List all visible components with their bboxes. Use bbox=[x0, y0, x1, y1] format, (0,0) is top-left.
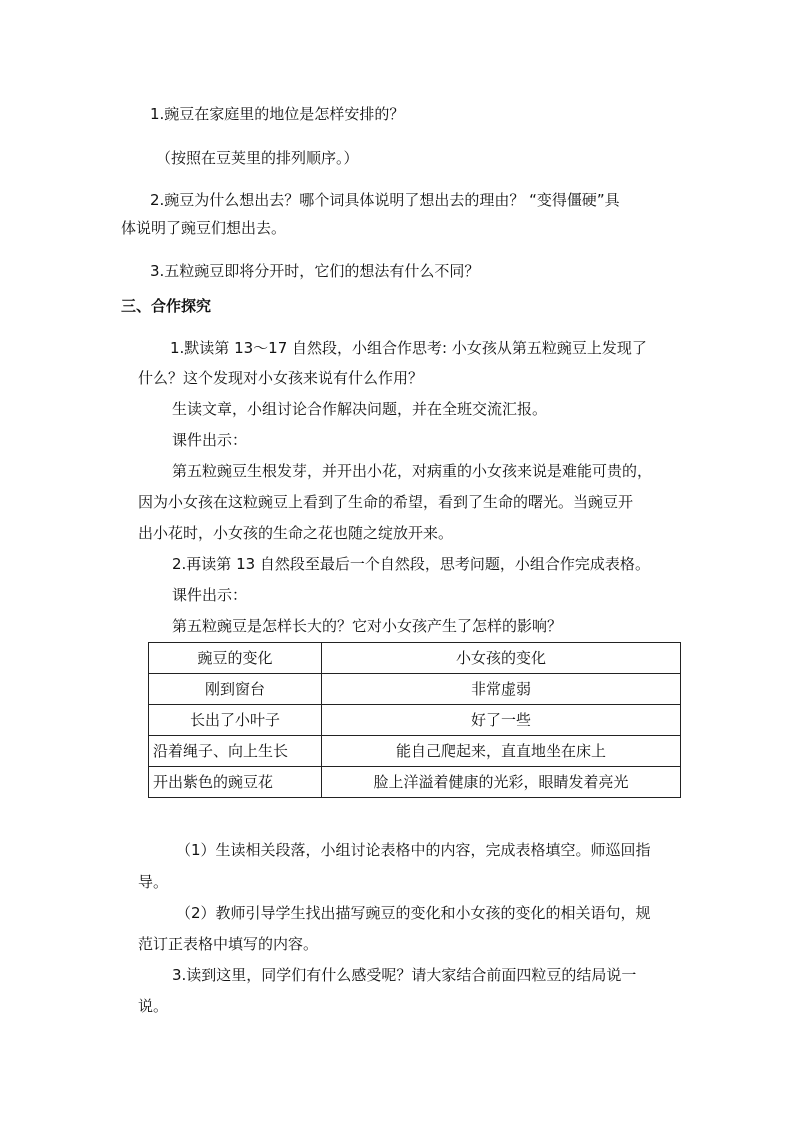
step-1-line-2: 什么？这个发现对小女孩来说有什么作用？ bbox=[138, 369, 424, 387]
question-3: 3.五粒豌豆即将分开时，它们的想法有什么不同？ bbox=[150, 262, 480, 280]
comparison-table bbox=[148, 642, 681, 798]
answer-1: （按照在豆荚里的排列顺序。） bbox=[156, 149, 359, 167]
table-header-row bbox=[149, 643, 681, 674]
question-1: 1.豌豆在家庭里的地位是怎样安排的？ bbox=[150, 105, 405, 123]
procedure-1-line-1: （1）生读相关段落，小组讨论表格中的内容，完成表格填空。师巡回指 bbox=[176, 841, 651, 859]
step-2-line-1: 2.再读第 13 自然段至最后一个自然段，思考问题，小组合作完成表格。 bbox=[172, 555, 650, 573]
table-cell: 刚到窗台 bbox=[149, 674, 322, 705]
section-heading: 三、合作探究 bbox=[121, 297, 212, 315]
step-1-line-1: 1.默读第 13～17 自然段，小组合作思考: 小女孩从第五粒豌豆上发现了 bbox=[170, 339, 647, 357]
step-3-line-2: 说。 bbox=[138, 997, 169, 1015]
table-row bbox=[149, 736, 681, 767]
step-1-line-6: 因为小女孩在这粒豌豆上看到了生命的希望，看到了生命的曙光。当豌豆开 bbox=[138, 493, 634, 511]
question-2-line-2: 体说明了豌豆们想出去。 bbox=[121, 219, 287, 237]
step-2-line-2: 课件出示： bbox=[172, 586, 248, 604]
step-1-line-3: 生读文章，小组讨论合作解决问题，并在全班交流汇报。 bbox=[172, 400, 548, 418]
table-row bbox=[149, 705, 681, 736]
table-cell: 能自己爬起来，直直地坐在床上 bbox=[322, 736, 681, 767]
table-cell: 沿着绳子、向上生长 bbox=[149, 736, 322, 767]
step-2-line-3: 第五粒豌豆是怎样长大的？它对小女孩产生了怎样的影响？ bbox=[172, 617, 563, 635]
procedure-2-line-2: 范订正表格中填写的内容。 bbox=[138, 935, 319, 953]
question-2-line-1: 2.豌豆为什么想出去？哪个词具体说明了想出去的理由？ “变得僵硬”具 bbox=[150, 191, 620, 209]
table-cell: 开出紫色的豌豆花 bbox=[149, 767, 322, 798]
table-header-cell: 豌豆的变化 bbox=[149, 643, 322, 674]
table-row bbox=[149, 674, 681, 705]
table-cell: 非常虚弱 bbox=[322, 674, 681, 705]
step-1-line-5: 第五粒豌豆生根发芽，并开出小花，对病重的小女孩来说是难能可贵的， bbox=[172, 462, 653, 480]
step-3-line-1: 3.读到这里，同学们有什么感受呢？请大家结合前面四粒豆的结局说一 bbox=[172, 966, 637, 984]
procedure-1-line-2: 导。 bbox=[138, 873, 169, 891]
step-1-line-4: 课件出示： bbox=[172, 431, 248, 449]
step-1-line-7: 出小花时，小女孩的生命之花也随之绽放开来。 bbox=[138, 524, 454, 542]
table-header-cell: 小女孩的变化 bbox=[322, 643, 681, 674]
table-cell: 长出了小叶子 bbox=[149, 705, 322, 736]
table-cell: 脸上洋溢着健康的光彩，眼睛发着亮光 bbox=[322, 767, 681, 798]
table-cell: 好了一些 bbox=[322, 705, 681, 736]
table-row bbox=[149, 767, 681, 798]
procedure-2-line-1: （2）教师引导学生找出描写豌豆的变化和小女孩的变化的相关语句，规 bbox=[176, 904, 651, 922]
